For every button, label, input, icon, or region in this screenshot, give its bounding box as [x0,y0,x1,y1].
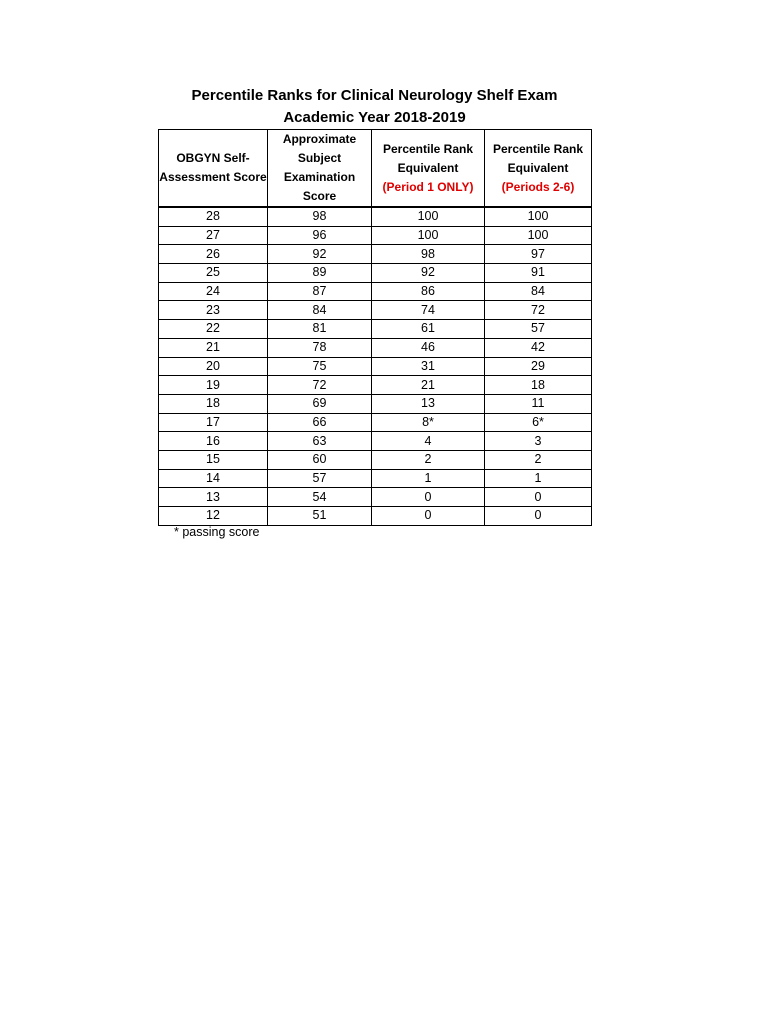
table-cell: 81 [268,320,372,339]
table-cell: 0 [485,507,592,526]
table-row [159,357,592,376]
percentile-rank-table [158,129,592,526]
table-cell: 51 [268,507,372,526]
table-cell: 63 [268,432,372,451]
table-cell: 66 [268,413,372,432]
table-cell: 72 [268,376,372,395]
header-subject-examination-score [268,130,372,208]
table-cell: 1 [485,469,592,488]
table-cell: 20 [159,357,268,376]
table-cell: 98 [372,245,485,264]
table-cell: 92 [268,245,372,264]
table-cell: 19 [159,376,268,395]
header-line: Examination [283,170,356,184]
header-period-note: (Period 1 ONLY) [382,179,474,194]
table-cell: 46 [372,338,485,357]
table-row [159,376,592,395]
header-line: Percentile Rank [382,141,474,156]
table-row [159,469,592,488]
page-title: Percentile Ranks for Clinical Neurology Shelf Exam [191,87,558,104]
table-cell: 91 [485,264,592,283]
table-cell: 18 [485,376,592,395]
table-row [159,394,592,413]
table-cell: 13 [159,488,268,507]
table-row [159,301,592,320]
table-cell: 1 [372,469,485,488]
table-cell: 100 [485,226,592,245]
table-cell: 89 [268,264,372,283]
table-cell: 57 [268,469,372,488]
header-line: Score [302,189,337,203]
table-cell: 78 [268,338,372,357]
table-cell: 57 [485,320,592,339]
table-cell: 87 [268,282,372,301]
header-line: OBGYN Self- [176,151,250,165]
table-row [159,282,592,301]
table-cell: 23 [159,301,268,320]
table-cell: 26 [159,245,268,264]
table-cell: 6* [485,413,592,432]
table-cell: 92 [372,264,485,283]
table-cell: 13 [372,394,485,413]
table-row [159,507,592,526]
table-cell: 0 [372,488,485,507]
table-cell: 15 [159,450,268,469]
table-cell: 27 [159,226,268,245]
page-subtitle: Academic Year 2018-2019 [283,109,466,126]
table-cell: 8* [372,413,485,432]
table-cell: 21 [372,376,485,395]
table-cell: 100 [485,207,592,226]
table-row [159,432,592,451]
table-cell: 72 [485,301,592,320]
table-cell: 61 [372,320,485,339]
table-cell: 3 [485,432,592,451]
table-cell: 14 [159,469,268,488]
header-line: Subject [297,151,342,165]
table-cell: 4 [372,432,485,451]
table-cell: 0 [485,488,592,507]
table-row [159,264,592,283]
table-cell: 69 [268,394,372,413]
table-cell: 12 [159,507,268,526]
table-row [159,226,592,245]
table-row [159,413,592,432]
table-row [159,207,592,226]
header-period-note: (Periods 2-6) [501,179,575,194]
table-row [159,450,592,469]
table-cell: 86 [372,282,485,301]
table-row [159,245,592,264]
table-row [159,488,592,507]
table-cell: 2 [372,450,485,469]
header-line: Approximate [282,132,357,146]
table-cell: 11 [485,394,592,413]
table-cell: 24 [159,282,268,301]
table-body [159,207,592,525]
table-cell: 75 [268,357,372,376]
table-row [159,338,592,357]
table-cell: 22 [159,320,268,339]
table-row [159,320,592,339]
table-cell: 54 [268,488,372,507]
table-cell: 100 [372,226,485,245]
table-cell: 31 [372,357,485,376]
table-cell: 97 [485,245,592,264]
table-cell: 98 [268,207,372,226]
table-cell: 84 [485,282,592,301]
table-cell: 17 [159,413,268,432]
table-cell: 21 [159,338,268,357]
table-cell: 2 [485,450,592,469]
header-line: Equivalent [507,160,569,175]
table-header-row [159,130,592,208]
table-cell: 0 [372,507,485,526]
table-cell: 60 [268,450,372,469]
table-cell: 84 [268,301,372,320]
header-line: Equivalent [397,160,459,175]
table-cell: 16 [159,432,268,451]
table-cell: 28 [159,207,268,226]
table-cell: 74 [372,301,485,320]
table-cell: 42 [485,338,592,357]
header-percentile-periods-2-6 [485,130,592,208]
header-self-assessment-score [159,130,268,208]
header-line: Assessment Score [159,170,267,184]
table-cell: 29 [485,357,592,376]
footnote: * passing score [174,525,260,539]
table-cell: 25 [159,264,268,283]
header-line: Percentile Rank [492,141,584,156]
header-percentile-period-1 [372,130,485,208]
table-cell: 100 [372,207,485,226]
table-cell: 96 [268,226,372,245]
table-cell: 18 [159,394,268,413]
